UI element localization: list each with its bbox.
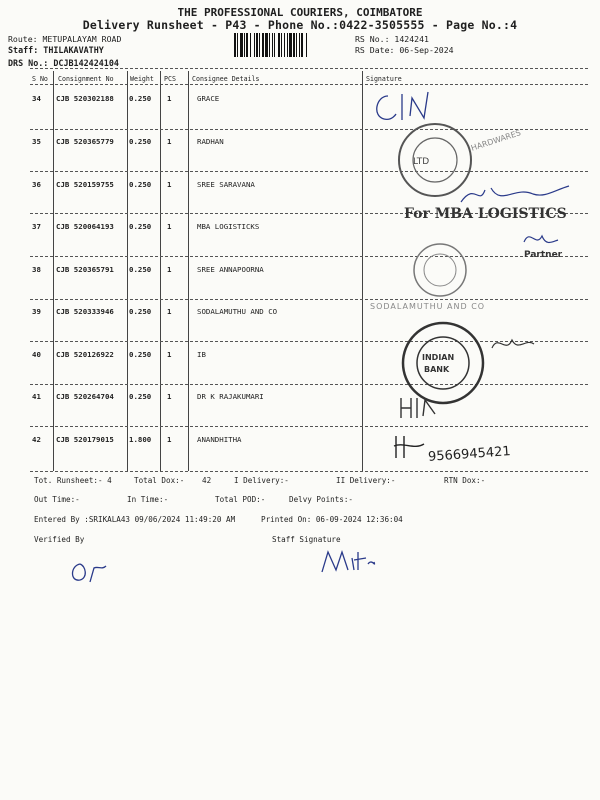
total-pod: Total POD:- bbox=[215, 495, 266, 504]
row-consignment: CJB 520126922 bbox=[56, 350, 114, 359]
company-title: THE PROFESSIONAL COURIERS, COIMBATORE bbox=[177, 6, 423, 19]
partner-stamp: Partner bbox=[524, 250, 563, 260]
signature-scribble bbox=[395, 392, 445, 422]
svg-text:LTD: LTD bbox=[413, 157, 430, 167]
col-divider bbox=[127, 71, 128, 471]
svg-text:INDIAN: INDIAN bbox=[422, 353, 455, 362]
rtn-dox: RTN Dox:- bbox=[444, 476, 486, 485]
table-header-rule bbox=[30, 84, 588, 85]
runsheet-subtitle: Delivery Runsheet - P43 - Phone No.:0422-3505555 - Page No.:4 bbox=[82, 18, 518, 32]
col-header-consignment: Consignment No bbox=[58, 75, 114, 83]
row-consignment: CJB 520365791 bbox=[56, 265, 114, 274]
row-rule bbox=[30, 129, 588, 130]
row-weight: 0.250 bbox=[129, 222, 152, 231]
row-sno: 38 bbox=[32, 265, 41, 274]
row-pcs: 1 bbox=[167, 307, 172, 316]
row-rule bbox=[30, 384, 588, 385]
row-consignment: CJB 520365779 bbox=[56, 137, 114, 146]
row-pcs: 1 bbox=[167, 350, 172, 359]
mba-logistics-stamp: For MBA LOGISTICS bbox=[404, 206, 567, 222]
row-consignee: GRACE bbox=[197, 94, 220, 103]
row-consignee: RADHAN bbox=[197, 137, 224, 146]
i-delivery: I Delivery:- bbox=[234, 476, 289, 485]
row-consignee: SODALAMUTHU AND CO bbox=[197, 307, 278, 316]
row-sno: 37 bbox=[32, 222, 41, 231]
row-weight: 0.250 bbox=[129, 180, 152, 189]
row-pcs: 1 bbox=[167, 180, 172, 189]
rs-number: RS No.: 1424241 bbox=[355, 34, 429, 44]
row-pcs: 1 bbox=[167, 265, 172, 274]
row-rule bbox=[30, 299, 588, 300]
verifier-signature bbox=[66, 556, 110, 586]
row-weight: 0.250 bbox=[129, 307, 152, 316]
row-rule bbox=[30, 256, 588, 257]
handwritten-phone-number: 9566945421 bbox=[427, 444, 512, 465]
row-consignment: CJB 520333946 bbox=[56, 307, 114, 316]
svg-text:BANK: BANK bbox=[424, 365, 450, 374]
row-sno: 34 bbox=[32, 94, 41, 103]
row-sno: 42 bbox=[32, 435, 41, 444]
row-consignment: CJB 520159755 bbox=[56, 180, 114, 189]
row-consignee: DR K RAJAKUMARI bbox=[197, 392, 264, 401]
verified-by: Verified By bbox=[34, 535, 85, 544]
rs-date: RS Date: 06-Sep-2024 bbox=[355, 45, 454, 55]
col-header-pcs: PCS bbox=[164, 75, 176, 83]
row-consignment: CJB 520064193 bbox=[56, 222, 114, 231]
route-label: Route: METUPALAYAM ROAD bbox=[8, 34, 122, 44]
entered-by: Entered By :SRIKALA43 09/06/2024 11:49:20 AM bbox=[34, 515, 236, 524]
row-rule bbox=[30, 171, 588, 172]
row-weight: 0.250 bbox=[129, 137, 152, 146]
staff-label: Staff: THILAKAVATHY bbox=[8, 45, 104, 55]
col-header-sno: S No bbox=[32, 75, 48, 83]
col-header-consignee: Consignee Details bbox=[192, 75, 260, 83]
row-sno: 41 bbox=[32, 392, 41, 401]
col-divider bbox=[188, 71, 189, 471]
total-dox-value: 42 bbox=[202, 476, 212, 485]
row-consignee: SREE ANNAPOORNA bbox=[197, 265, 264, 274]
row-consignee: SREE SARAVANA bbox=[197, 180, 255, 189]
row-sno: 35 bbox=[32, 137, 41, 146]
row-weight: 1.800 bbox=[129, 435, 152, 444]
col-header-signature: Signature bbox=[366, 75, 402, 83]
out-time: Out Time:- bbox=[34, 495, 80, 504]
row-sno: 39 bbox=[32, 307, 41, 316]
row-consignment: CJB 520264704 bbox=[56, 392, 114, 401]
row-consignee: IB bbox=[197, 350, 206, 359]
row-rule bbox=[30, 471, 588, 472]
col-divider bbox=[160, 71, 161, 471]
staff-signature-scribble bbox=[318, 546, 378, 578]
row-pcs: 1 bbox=[167, 222, 172, 231]
row-pcs: 1 bbox=[167, 435, 172, 444]
barcode-image bbox=[233, 33, 345, 57]
round-stamp bbox=[410, 240, 470, 300]
row-weight: 0.250 bbox=[129, 94, 152, 103]
table-top-rule bbox=[30, 68, 588, 69]
total-dox-label: Total Dox:- bbox=[134, 476, 185, 485]
printed-on: Printed On: 06-09-2024 12:36:04 bbox=[261, 515, 403, 524]
in-time: In Time:- bbox=[127, 495, 169, 504]
drs-label: DRS No.: DCJB142424104 bbox=[8, 58, 119, 68]
col-divider bbox=[53, 71, 54, 471]
row-consignment: CJB 520179015 bbox=[56, 435, 114, 444]
signature-scribble bbox=[488, 330, 538, 358]
row-weight: 0.250 bbox=[129, 392, 152, 401]
row-weight: 0.250 bbox=[129, 265, 152, 274]
tot-runsheet: Tot. Runsheet:- 4 bbox=[34, 476, 112, 485]
row-sno: 36 bbox=[32, 180, 41, 189]
delvy-points: Delvy Points:- bbox=[289, 495, 354, 504]
row-consignee: ANANDHITHA bbox=[197, 435, 242, 444]
hardware-stamp-text: HARDWARES bbox=[469, 128, 522, 153]
row-consignment: CJB 520302188 bbox=[56, 94, 114, 103]
col-divider bbox=[362, 71, 363, 471]
row-consignee: MBA LOGISTICKS bbox=[197, 222, 260, 231]
ii-delivery: II Delivery:- bbox=[336, 476, 396, 485]
row-sno: 40 bbox=[32, 350, 41, 359]
col-header-weight: Weight bbox=[130, 75, 154, 83]
signature-scribble bbox=[520, 228, 560, 250]
signature-scribble bbox=[390, 432, 430, 462]
row-rule bbox=[30, 426, 588, 427]
row-pcs: 1 bbox=[167, 94, 172, 103]
sodalamuthu-stamp-text: SODALAMUTHU AND CO bbox=[370, 302, 486, 311]
staff-signature-label: Staff Signature bbox=[272, 535, 341, 544]
row-weight: 0.250 bbox=[129, 350, 152, 359]
row-pcs: 1 bbox=[167, 392, 172, 401]
row-pcs: 1 bbox=[167, 137, 172, 146]
